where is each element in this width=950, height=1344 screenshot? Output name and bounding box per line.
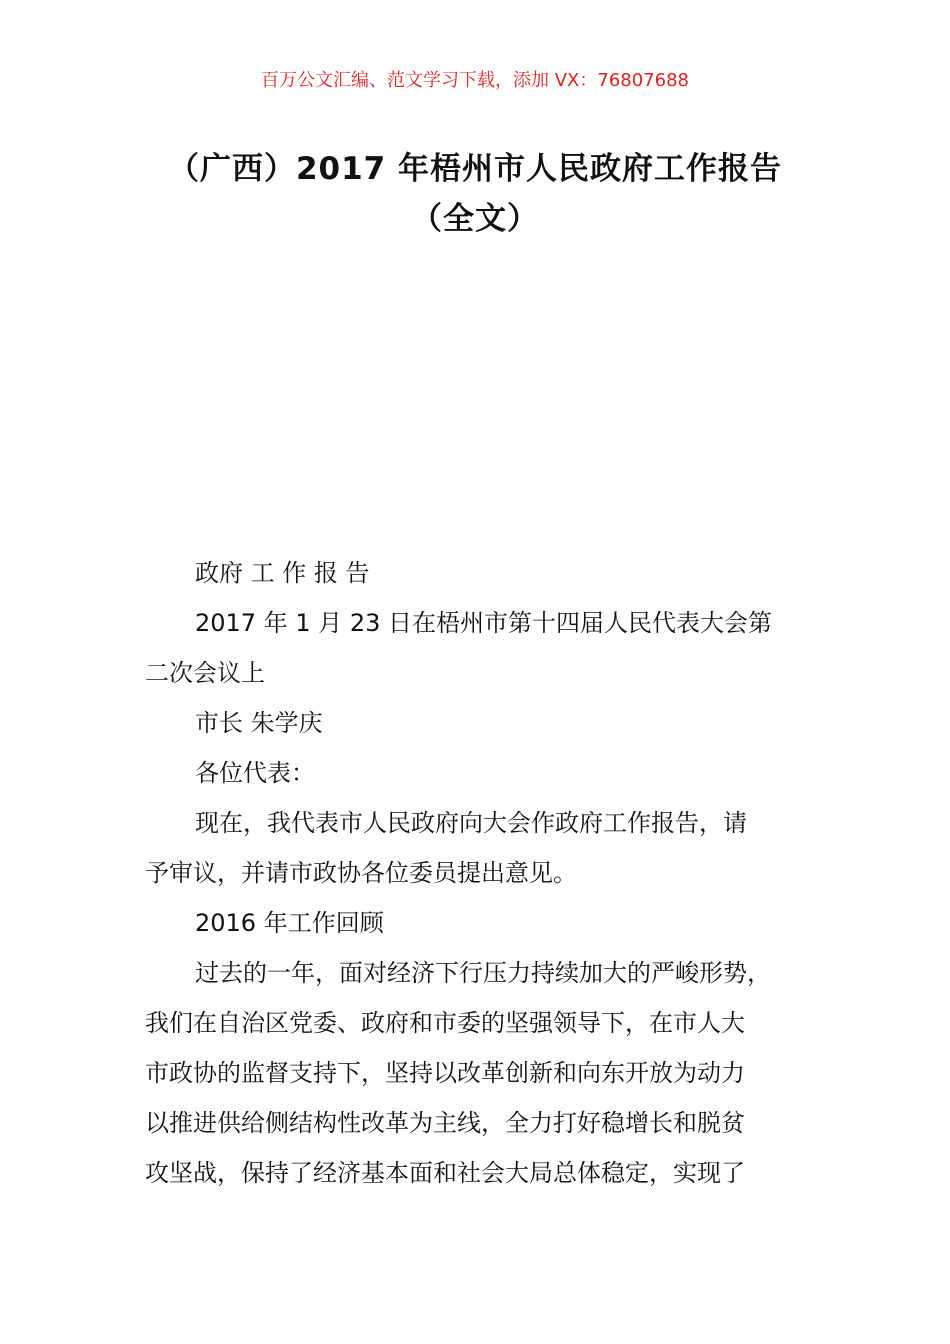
meeting-line-2: 二次会议上 (145, 659, 265, 687)
review-line-3: 市政协的监督支持下，坚持以改革创新和向东开放为动力 (145, 1059, 745, 1087)
speaker-line: 市长 朱学庆 (195, 709, 323, 737)
review-line-2: 我们在自治区党委、政府和市委的坚强领导下，在市人大 (145, 1009, 745, 1037)
section-heading: 2016 年工作回顾 (195, 909, 384, 937)
review-line-5: 攻坚战，保持了经济基本面和社会大局总体稳定，实现了 (145, 1159, 745, 1187)
watermark-banner: 百万公文汇编、范文学习下载，添加 VX：76807688 (261, 70, 689, 91)
meeting-line-1: 2017 年 1 月 23 日在梧州市第十四届人民代表大会第 (195, 609, 773, 637)
document-title-line-1: （广西）2017 年梧州市人民政府工作报告 (167, 151, 783, 187)
document-title-line-2: （全文） (411, 201, 539, 237)
doc-heading: 政府 工 作 报 告 (195, 559, 370, 587)
intro-line-1: 现在，我代表市人民政府向大会作政府工作报告，请 (195, 809, 747, 837)
salutation: 各位代表： (195, 759, 315, 787)
review-line-4: 以推进供给侧结构性改革为主线，全力打好稳增长和脱贫 (145, 1109, 745, 1137)
intro-line-2: 予审议，并请市政协各位委员提出意见。 (145, 859, 577, 887)
review-line-1: 过去的一年，面对经济下行压力持续加大的严峻形势， (195, 959, 771, 987)
